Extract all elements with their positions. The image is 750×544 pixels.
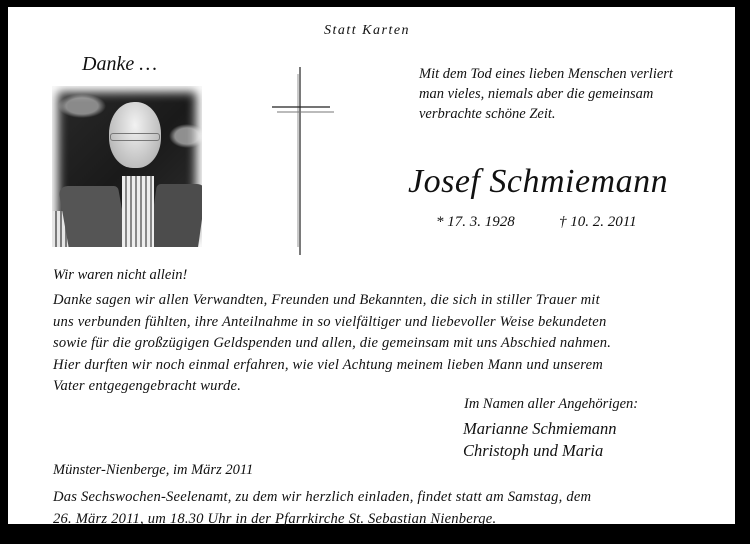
obituary-card xyxy=(8,7,735,527)
signoff-line: Im Namen aller Angehörigen: xyxy=(464,396,639,412)
service-announcement xyxy=(53,487,718,530)
motto-line: verbrachte schöne Zeit. xyxy=(419,106,556,122)
signature-name: Marianne Schmiemann xyxy=(463,419,617,438)
motto-line: man vieles, niemals aber die gemeinsam xyxy=(419,86,654,102)
death-date: † 10. 2. 2011 xyxy=(559,214,637,230)
paragraph-line: Danke sagen wir allen Verwandten, Freunden und Bekannten, die sich in stiller Trauer mit xyxy=(53,292,600,308)
motto-line: Mit dem Tod eines lieben Menschen verliert xyxy=(419,66,673,82)
cross-icon xyxy=(270,67,334,257)
paragraph-line: sowie für die großzügigen Geldspenden und allen, die gemeinsam mit uns Abschied nahmen. xyxy=(53,335,612,351)
photo-vest-left xyxy=(58,186,130,247)
deceased-name: Josef Schmiemann xyxy=(408,163,669,200)
birth-date: * 17. 3. 1928 xyxy=(436,214,515,230)
paragraph-line: Hier durften wir noch einmal erfahren, wie viel Achtung meinem lieben Mann und unserem xyxy=(53,356,604,373)
header-note: Statt Karten xyxy=(324,23,411,38)
portrait-photo xyxy=(52,86,202,247)
place-date: Münster-Nienberge, im März 2011 xyxy=(53,462,254,478)
signature-name: Christoph und Maria xyxy=(463,441,604,460)
photo-vest-right xyxy=(147,184,202,247)
photo-striped-shirt xyxy=(122,176,154,247)
thanks-title: Danke … xyxy=(82,53,157,75)
thanks-paragraph xyxy=(53,290,718,398)
photo-glasses xyxy=(110,133,160,141)
intro-line: Wir waren nicht allein! xyxy=(53,267,188,283)
motto-quote xyxy=(419,64,673,124)
service-line: Das Sechswochen-Seelenamt, zu dem wir herzlich einladen, findet statt am Samstag, dem xyxy=(53,489,592,505)
paragraph-line: uns verbunden fühlten, ihre Anteilnahme in so vielfältiger und liebevoller Weise bekundeten xyxy=(53,313,607,330)
service-line: 26. März 2011, um 18.30 Uhr in der Pfarrkirche St. Sebastian Nienberge. xyxy=(53,510,497,527)
paragraph-line: Vater entgegengebracht wurde. xyxy=(53,378,242,394)
